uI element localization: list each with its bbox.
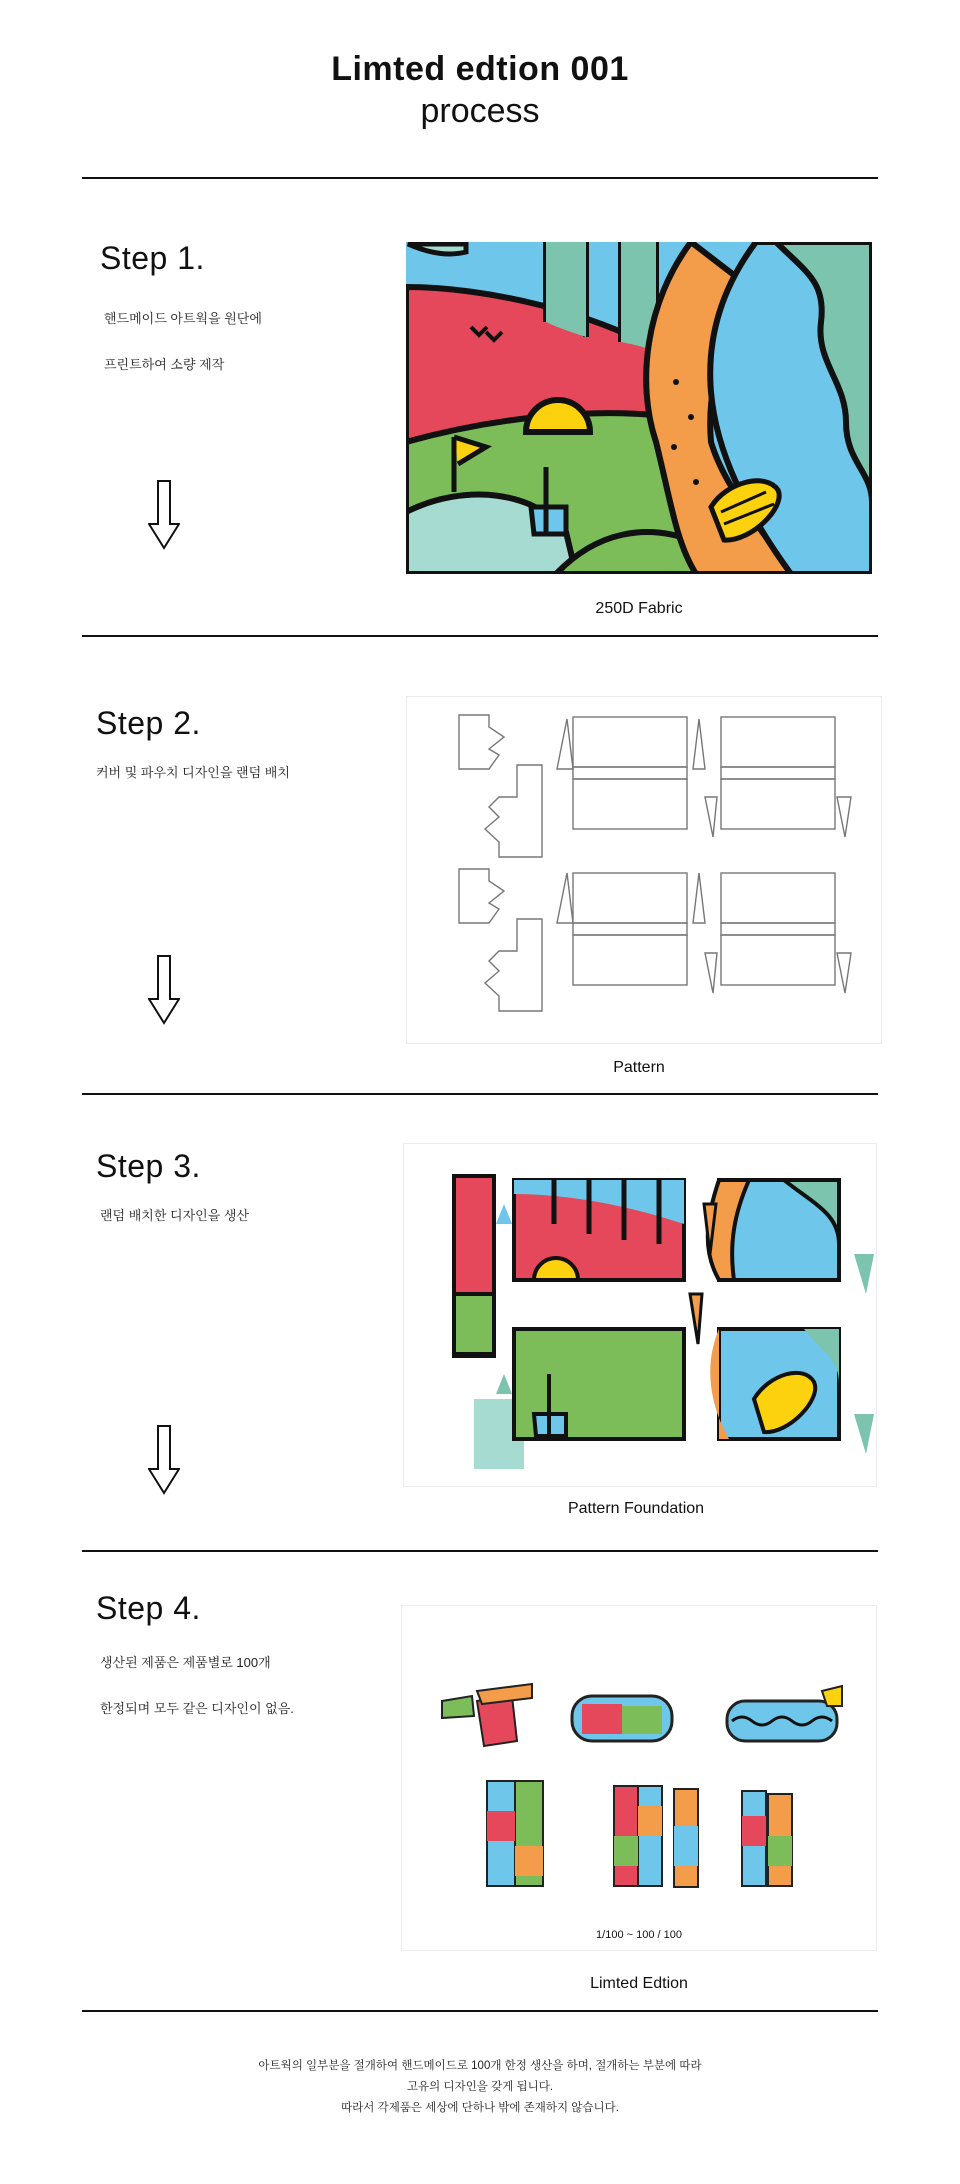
step-2-description [96, 750, 290, 796]
step-4-line-1: 생산된 제품은 제품별로 100개 [100, 1655, 271, 1670]
footer-line-2: 고유의 디자인을 갖게 됩니다. [406, 2081, 554, 2093]
step-1-caption: 250D Fabric [595, 600, 683, 617]
page-title: Limted edtion 001 [331, 50, 629, 88]
step-2-title: Step 2. [96, 705, 201, 741]
footer-line-1: 아트웍의 일부분을 절개하여 핸드메이드로 100개 한정 생산을 하며, 절개하는 부분에 따라 [258, 2060, 702, 2072]
footer-line-3: 따라서 각제품은 세상에 단하나 밖에 존재하지 않습니다. [341, 2102, 619, 2114]
down-arrow-icon [148, 480, 180, 550]
step-1-title: Step 1. [100, 240, 205, 276]
step-4-title: Step 4. [96, 1590, 201, 1626]
divider [82, 2010, 878, 2012]
divider [82, 635, 878, 637]
step-3-description [100, 1193, 249, 1239]
step-2-line-1: 커버 및 파우치 디자인을 랜덤 배치 [96, 765, 290, 780]
pattern-foundation-image [403, 1143, 877, 1487]
step-1-line-2: 프린트하여 소량 제작 [104, 357, 225, 372]
step-3-caption: Pattern Foundation [567, 1500, 705, 1517]
step-4-line-2: 한정되며 모두 같은 디자인이 없음. [100, 1701, 294, 1716]
step-4-caption: Limted Edtion [590, 1975, 688, 1992]
pattern-diagram [406, 696, 882, 1044]
step-1-description [104, 296, 262, 388]
page-subtitle: process [420, 92, 540, 130]
down-arrow-icon [148, 955, 180, 1025]
footer-note [0, 2056, 960, 2119]
down-arrow-icon [148, 1425, 180, 1495]
step-2-caption: Pattern [613, 1059, 665, 1076]
step-1-line-1: 핸드메이드 아트웍을 원단에 [104, 311, 262, 326]
edition-number-note: 1/100 ~ 100 / 100 [596, 1929, 682, 1941]
divider [82, 1550, 878, 1552]
fabric-artwork-image [406, 242, 872, 574]
divider [82, 177, 878, 179]
divider [82, 1093, 878, 1095]
step-4-description [100, 1640, 294, 1732]
step-3-line-1: 랜덤 배치한 디자인을 생산 [100, 1208, 249, 1223]
step-3-title: Step 3. [96, 1148, 201, 1184]
limited-products-image [401, 1605, 877, 1951]
